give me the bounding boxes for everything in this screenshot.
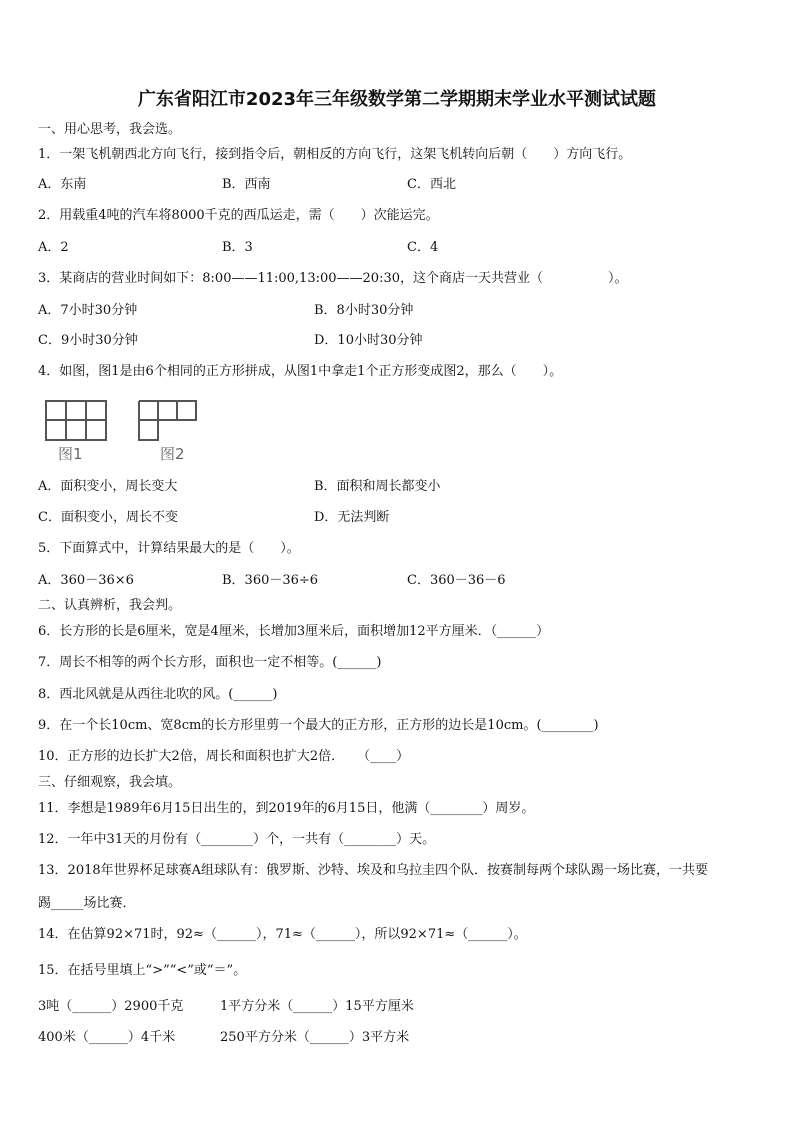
question-13: 13．2018年世界杯足球赛A组球队有：俄罗斯、沙特、埃及和乌拉圭四个队．按赛制每两个球队踢一场比赛，一共要 — [38, 863, 709, 878]
q1-option-a: A．东南 — [38, 177, 87, 192]
section-heading-2: 二、认真辨析，我会判。 — [38, 598, 182, 613]
question-8: 8．西北风就是从西往北吹的风。(______) — [38, 687, 278, 702]
q2-option-a: A．2 — [38, 240, 69, 255]
q4-figure — [40, 398, 210, 466]
page-title: 广东省阳江市2023年三年级数学第二学期期末学业水平测试试题 — [137, 89, 657, 110]
squares-figure — [40, 398, 210, 466]
section-heading-3: 三、仔细观察，我会填。 — [38, 775, 182, 790]
q3-option-d: D．10小时30分钟 — [314, 333, 423, 348]
question-2: 2．用载重4吨的汽车将8000千克的西瓜运走，需（ ）次能运完。 — [38, 208, 439, 223]
q5-option-b: B．360－36÷6 — [222, 573, 319, 588]
question-10: 10．正方形的边长扩大2倍，周长和面积也扩大2倍． （____） — [38, 749, 410, 764]
question-7: 7．周长不相等的两个长方形，面积也一定不相等。(______) — [38, 655, 382, 670]
section-heading-1: 一、用心思考，我会选。 — [38, 122, 182, 137]
q1-option-c: C．西北 — [407, 177, 456, 192]
q3-option-a: A．7小时30分钟 — [38, 303, 138, 318]
question-9: 9．在一个长10cm、宽8cm的长方形里剪一个最大的正方形，正方形的边长是10cm。(________) — [38, 718, 599, 733]
q15-item-4: 250平方分米（______）3平方米 — [220, 1030, 410, 1045]
question-11: 11．李想是1989年6月15日出生的，到2019年的6月15日，他满（________）周岁。 — [38, 801, 535, 816]
q4-option-d: D．无法判断 — [314, 510, 390, 525]
figure-1-label: 图1 — [58, 445, 83, 463]
question-5: 5．下面算式中，计算结果最大的是（ ）。 — [38, 541, 300, 556]
q5-option-c: C．360－36－6 — [407, 573, 506, 588]
q15-item-3: 400米（______）4千米 — [38, 1030, 176, 1045]
question-12: 12．一年中31天的月份有（________）个，一共有（________）天。 — [38, 832, 436, 847]
q2-option-b: B．3 — [222, 240, 253, 255]
q1-option-b: B．西南 — [222, 177, 271, 192]
question-14: 14．在估算92×71时，92≈（______），71≈（______），所以92×71≈（______）。 — [38, 927, 527, 942]
q4-option-a: A．面积变小，周长变大 — [38, 479, 178, 494]
q3-option-c: C．9小时30分钟 — [38, 333, 138, 348]
question-3: 3．某商店的营业时间如下：8:00——11:00,13:00——20:30，这个商店一天共营业（ ）。 — [38, 271, 628, 286]
question-15: 15．在括号里填上“>”“<”或“＝”。 — [38, 963, 247, 978]
question-6: 6．长方形的长是6厘米，宽是4厘米，长增加3厘米后，面积增加12平方厘米．（______） — [38, 624, 550, 639]
q15-item-2: 1平方分米（______）15平方厘米 — [220, 999, 414, 1014]
q15-item-1: 3吨（______）2900千克 — [38, 999, 184, 1014]
q4-option-b: B．面积和周长都变小 — [314, 479, 441, 494]
question-13-continued: 踢_____场比赛． — [38, 896, 136, 911]
question-4: 4．如图，图1是由6个相同的正方形拼成，从图1中拿走1个正方形变成图2，那么（ ）。 — [38, 364, 563, 379]
figure-2-grid — [139, 401, 196, 440]
q2-option-c: C．4 — [407, 240, 439, 255]
figure-2-label: 图2 — [160, 445, 185, 463]
q4-option-c: C．面积变小，周长不变 — [38, 510, 178, 525]
question-1: 1．一架飞机朝西北方向飞行，接到指令后，朝相反的方向飞行，这架飞机转向后朝（ ）方向飞行。 — [38, 147, 632, 162]
figure-1-grid — [46, 401, 106, 440]
q5-option-a: A．360－36×6 — [38, 573, 134, 588]
q3-option-b: B．8小时30分钟 — [314, 303, 414, 318]
